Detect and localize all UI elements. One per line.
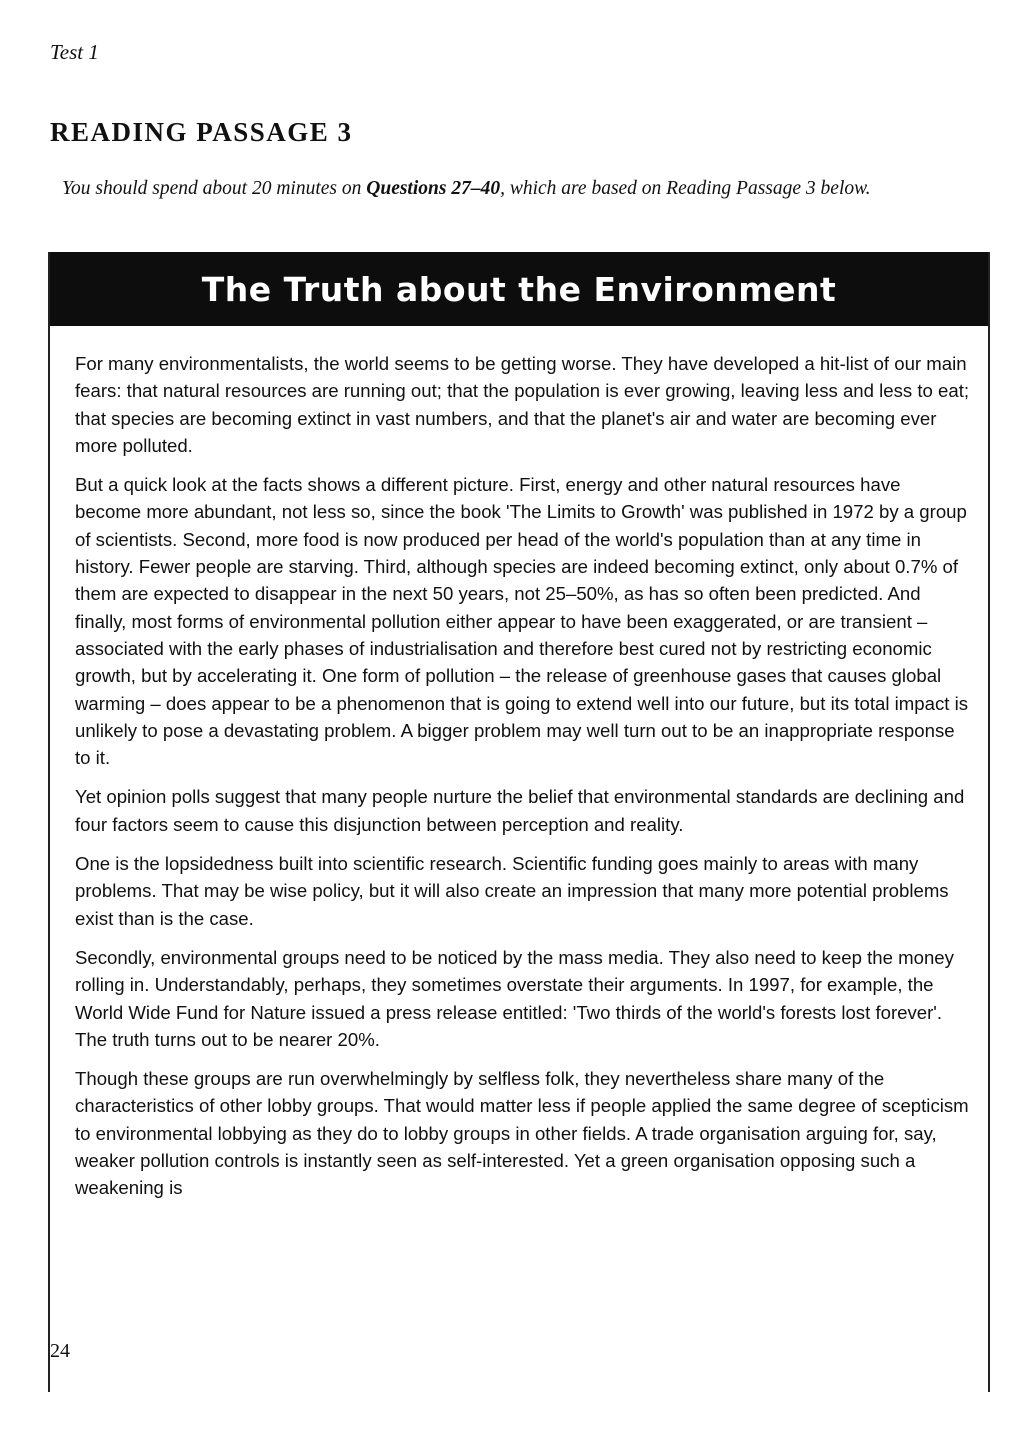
page-number: 24 [50, 1340, 70, 1362]
passage-title-bar [50, 252, 988, 326]
passage-paragraph: But a quick look at the facts shows a different picture. First, energy and other natural resources have become more abundant, not less so, since the book 'The Limits to Growth' was published in 1972 by a group of scientists. Second, more food is now produced per head of the world's population than at any time in history. Fewer people are starving. Third, although species are indeed becoming extinct, only about 0.7% of them are expected to disappear in the next 50 years, not 25–50%, as has so often been predicted. And finally, most forms of environmental pollution either appear to have been exaggerated, or are transient – associated with the early phases of industrialisation and therefore best cured not by restricting economic growth, but by accelerating it. One form of pollution – the release of greenhouse gases that causes global warming – does appear to be a phenomenon that is going to extend well into our future, but its total impact is unlikely to pose a devastating problem. A bigger problem may well turn out to be an inappropriate response to it. [75, 474, 969, 769]
instructions [62, 176, 987, 202]
passage-paragraph: Secondly, environmental groups need to be noticed by the mass media. They also need to keep the money rolling in. Understandably, perhaps, they sometimes overstate their arguments. In 1997, for example, the World Wide Fund for Nature issued a press release entitled: 'Two thirds of the world's forests lost forever'. The truth turns out to be nearer 20%. [75, 946, 954, 1050]
instructions-questions: Questions 27–40 [366, 178, 501, 199]
passage-paragraph: One is the lopsidedness built into scientific research. Scientific funding goes mainly to areas with many problems. That may be wise policy, but it will also create an impression that many more potential problems exist than is the case. [75, 853, 949, 929]
instructions-prefix: You should spend about 20 minutes on [62, 178, 367, 199]
running-head: Test 1 [50, 40, 99, 64]
section-heading: READING PASSAGE 3 [50, 117, 353, 147]
passage-body [75, 350, 970, 1214]
passage-paragraph: Yet opinion polls suggest that many people nurture the belief that environmental standards are declining and four factors seem to cause this disjunction between perception and reality. [75, 786, 965, 835]
passage-paragraph: Though these groups are run overwhelmingly by selfless folk, they nevertheless share many of the characteristics of other lobby groups. That would matter less if people applied the same degree of scepticism to environmental lobbying as they do to lobby groups in other fields. A trade organisation arguing for, say, weaker pollution controls is instantly seen as self-interested. Yet a green organisation opposing such a weakening is [75, 1068, 969, 1199]
instructions-suffix: , which are based on Reading Passage 3 below. [500, 178, 871, 199]
passage-title: The Truth about the Environment [201, 269, 837, 309]
passage-paragraph: For many environmentalists, the world seems to be getting worse. They have developed a hit-list of our main fears: that natural resources are running out; that the population is ever growing, leaving less and less to eat; that species are becoming extinct in vast numbers, and that the planet's air and water are becoming ever more polluted. [75, 353, 970, 456]
